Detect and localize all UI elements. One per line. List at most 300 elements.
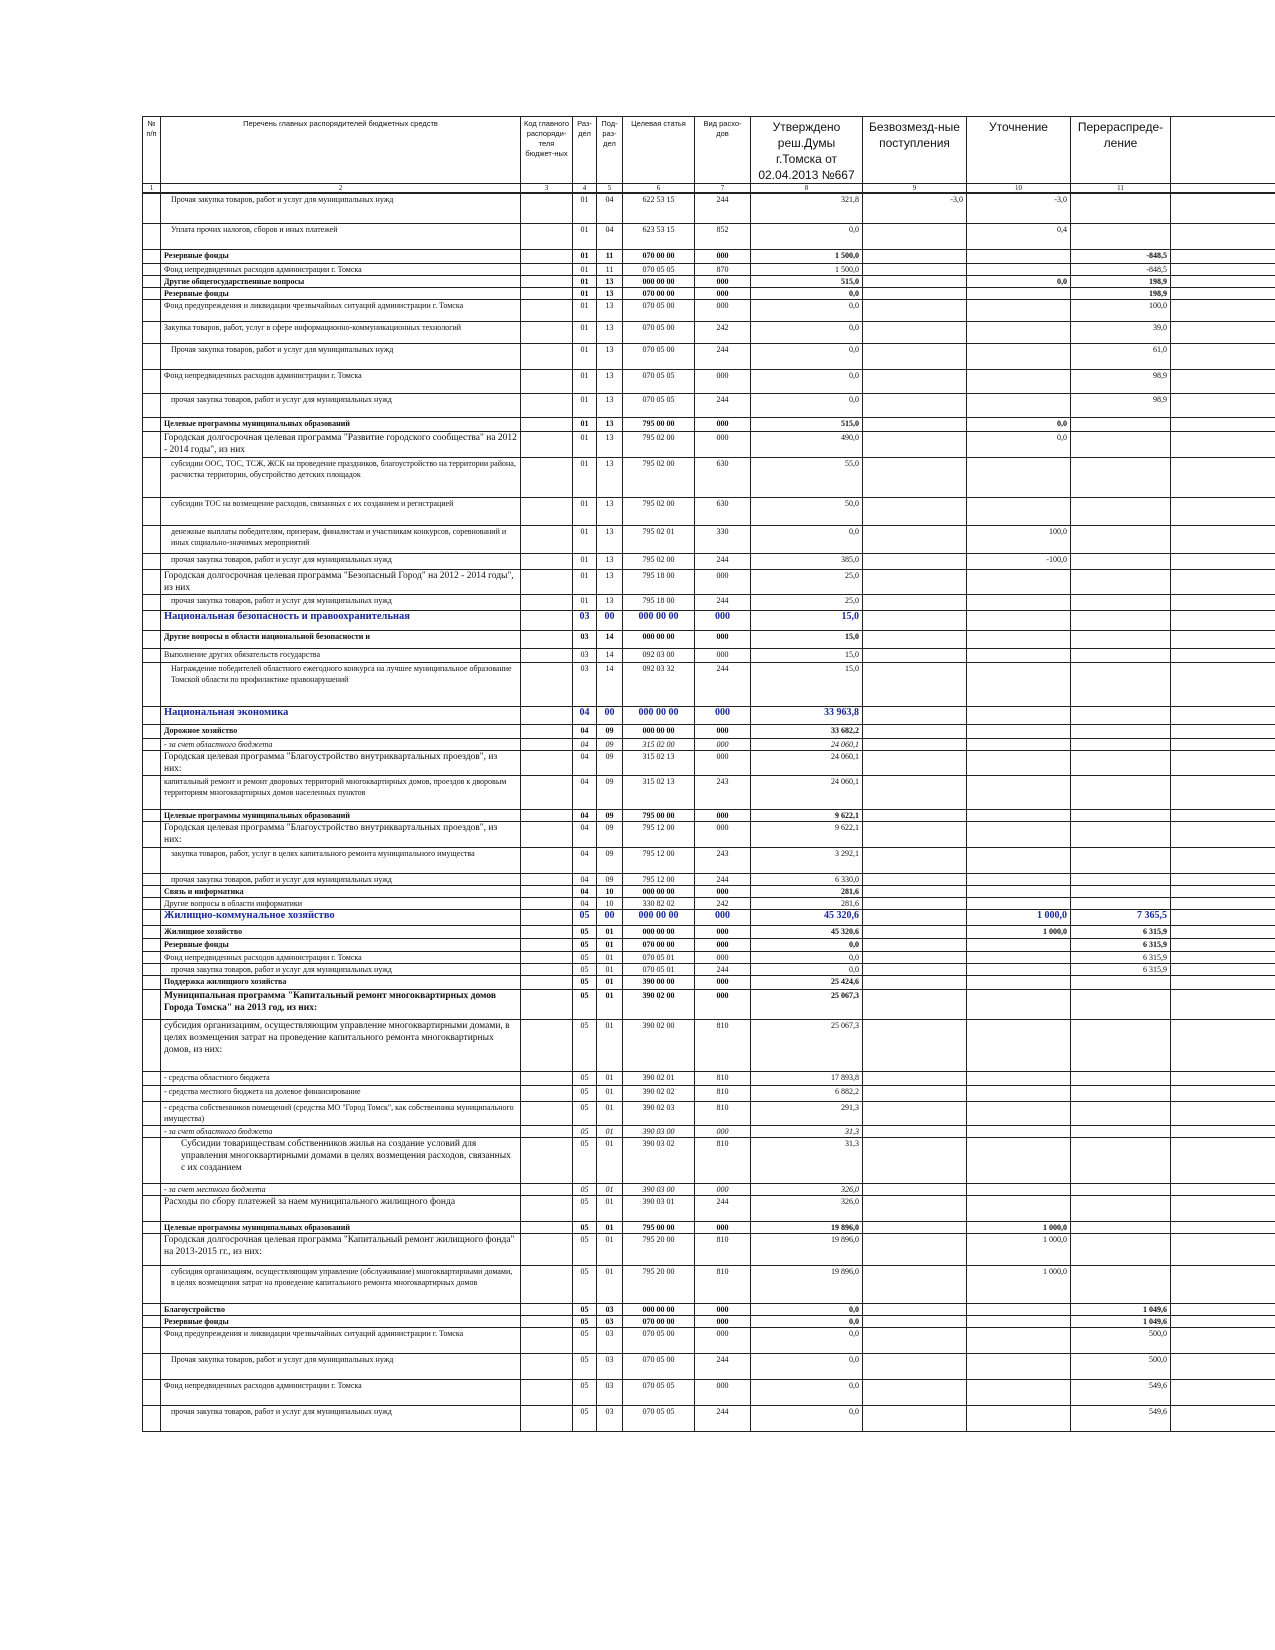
- row-razdel-cell: 05: [573, 951, 597, 963]
- table-row: [143, 321, 1275, 343]
- row-name-cell: Закупка товаров, работ, услуг в сфере информационно-коммуникационных технологий: [161, 321, 521, 343]
- row-utochnenie-cell: [967, 750, 1071, 775]
- row-extra-cell: [1171, 417, 1275, 431]
- row-podrazdel-cell: 09: [597, 847, 623, 873]
- row-utochnenie-cell: [967, 497, 1071, 525]
- row-vid-rashodov-cell: 244: [695, 1405, 751, 1431]
- row-bezvozmezdnye-cell: [863, 343, 967, 369]
- row-podrazdel-cell: 13: [597, 343, 623, 369]
- row-podrazdel-cell: 13: [597, 431, 623, 457]
- row-kod-cell: [521, 963, 573, 975]
- row-utochnenie-cell: [967, 263, 1071, 275]
- row-pereraspredelenie-cell: [1071, 525, 1171, 553]
- row-bezvozmezdnye-cell: [863, 706, 967, 724]
- row-utochnenie-cell: [967, 938, 1071, 951]
- row-celevaya-statya-cell: 622 53 15: [623, 193, 695, 223]
- row-pereraspredelenie-cell: [1071, 1125, 1171, 1137]
- row-extra-cell: [1171, 738, 1275, 750]
- row-name-cell: Фонд непредвиденных расходов администрации г. Томска: [161, 263, 521, 275]
- row-celevaya-statya-cell: 330 82 02: [623, 897, 695, 909]
- row-utverzhdeno-cell: 33 963,8: [751, 706, 863, 724]
- row-utochnenie-cell: [967, 287, 1071, 299]
- row-podrazdel-cell: 01: [597, 963, 623, 975]
- row-num-cell: [143, 873, 161, 885]
- header-num: № п/п: [143, 117, 161, 184]
- row-razdel-cell: 05: [573, 1101, 597, 1125]
- table-row: [143, 287, 1275, 299]
- row-utochnenie-cell: [967, 706, 1071, 724]
- row-celevaya-statya-cell: 390 02 00: [623, 989, 695, 1019]
- table-row: [143, 1221, 1275, 1233]
- row-num-cell: [143, 989, 161, 1019]
- row-razdel-cell: 01: [573, 594, 597, 610]
- row-num-cell: [143, 951, 161, 963]
- row-utochnenie-cell: 1 000,0: [967, 1221, 1071, 1233]
- row-razdel-cell: 05: [573, 1085, 597, 1101]
- row-utochnenie-cell: [967, 775, 1071, 809]
- row-kod-cell: [521, 431, 573, 457]
- row-bezvozmezdnye-cell: [863, 393, 967, 417]
- row-razdel-cell: 05: [573, 1327, 597, 1353]
- row-vid-rashodov-cell: 244: [695, 553, 751, 569]
- row-vid-rashodov-cell: 000: [695, 706, 751, 724]
- row-name-cell: прочая закупка товаров, работ и услуг для муниципальных нужд: [161, 393, 521, 417]
- row-razdel-cell: 04: [573, 775, 597, 809]
- row-extra-cell: [1171, 1085, 1275, 1101]
- row-num-cell: [143, 963, 161, 975]
- row-num-cell: [143, 1405, 161, 1431]
- row-celevaya-statya-cell: 795 02 00: [623, 497, 695, 525]
- row-celevaya-statya-cell: 795 02 00: [623, 553, 695, 569]
- row-utochnenie-cell: 0,0: [967, 417, 1071, 431]
- row-num-cell: [143, 249, 161, 263]
- row-razdel-cell: 04: [573, 809, 597, 821]
- row-kod-cell: [521, 1379, 573, 1405]
- row-pereraspredelenie-cell: [1071, 1085, 1171, 1101]
- row-utverzhdeno-cell: 15,0: [751, 648, 863, 662]
- row-utverzhdeno-cell: 9 622,1: [751, 821, 863, 847]
- row-num-cell: [143, 975, 161, 989]
- budget-rows: [143, 193, 1275, 1431]
- row-bezvozmezdnye-cell: [863, 963, 967, 975]
- row-bezvozmezdnye-cell: [863, 821, 967, 847]
- row-extra-cell: [1171, 938, 1275, 951]
- row-utverzhdeno-cell: 25 424,6: [751, 975, 863, 989]
- table-row: [143, 299, 1275, 321]
- row-bezvozmezdnye-cell: [863, 724, 967, 738]
- row-podrazdel-cell: 13: [597, 457, 623, 497]
- row-vid-rashodov-cell: 000: [695, 1315, 751, 1327]
- row-num-cell: [143, 1353, 161, 1379]
- colnum: 11: [1071, 184, 1171, 194]
- row-podrazdel-cell: 01: [597, 925, 623, 938]
- row-vid-rashodov-cell: 000: [695, 1221, 751, 1233]
- row-bezvozmezdnye-cell: [863, 1233, 967, 1265]
- row-kod-cell: [521, 299, 573, 321]
- table-row: [143, 738, 1275, 750]
- row-bezvozmezdnye-cell: [863, 775, 967, 809]
- row-num-cell: [143, 553, 161, 569]
- row-vid-rashodov-cell: 244: [695, 1353, 751, 1379]
- row-num-cell: [143, 706, 161, 724]
- row-vid-rashodov-cell: 810: [695, 1085, 751, 1101]
- row-pereraspredelenie-cell: 6 315,9: [1071, 951, 1171, 963]
- row-podrazdel-cell: 01: [597, 1233, 623, 1265]
- row-razdel-cell: 01: [573, 263, 597, 275]
- row-vid-rashodov-cell: 244: [695, 1195, 751, 1221]
- row-podrazdel-cell: 13: [597, 417, 623, 431]
- row-pereraspredelenie-cell: 6 315,9: [1071, 925, 1171, 938]
- row-name-cell: Фонд непредвиденных расходов администрации г. Томска: [161, 951, 521, 963]
- row-celevaya-statya-cell: 390 02 02: [623, 1085, 695, 1101]
- row-podrazdel-cell: 03: [597, 1303, 623, 1315]
- row-extra-cell: [1171, 553, 1275, 569]
- row-num-cell: [143, 497, 161, 525]
- colnum: 2: [161, 184, 521, 194]
- row-vid-rashodov-cell: 000: [695, 724, 751, 738]
- row-bezvozmezdnye-cell: [863, 431, 967, 457]
- row-kod-cell: [521, 569, 573, 594]
- row-bezvozmezdnye-cell: [863, 662, 967, 706]
- table-row: [143, 1315, 1275, 1327]
- row-bezvozmezdnye-cell: [863, 1265, 967, 1303]
- row-utverzhdeno-cell: 326,0: [751, 1183, 863, 1195]
- row-extra-cell: [1171, 1353, 1275, 1379]
- row-podrazdel-cell: 09: [597, 775, 623, 809]
- row-utochnenie-cell: 0,0: [967, 275, 1071, 287]
- row-num-cell: [143, 393, 161, 417]
- row-podrazdel-cell: 13: [597, 497, 623, 525]
- row-num-cell: [143, 809, 161, 821]
- row-celevaya-statya-cell: 623 53 15: [623, 223, 695, 249]
- row-utochnenie-cell: [967, 1379, 1071, 1405]
- row-bezvozmezdnye-cell: [863, 299, 967, 321]
- row-bezvozmezdnye-cell: [863, 1221, 967, 1233]
- row-name-cell: - за счет местного бюджета: [161, 1183, 521, 1195]
- row-vid-rashodov-cell: 243: [695, 847, 751, 873]
- row-utverzhdeno-cell: 281,6: [751, 885, 863, 897]
- row-pereraspredelenie-cell: [1071, 417, 1171, 431]
- row-podrazdel-cell: 01: [597, 1195, 623, 1221]
- row-extra-cell: [1171, 724, 1275, 738]
- row-pereraspredelenie-cell: [1071, 738, 1171, 750]
- row-bezvozmezdnye-cell: [863, 417, 967, 431]
- row-utverzhdeno-cell: 0,0: [751, 321, 863, 343]
- row-utochnenie-cell: [967, 369, 1071, 393]
- colnum: 6: [623, 184, 695, 194]
- row-razdel-cell: 05: [573, 989, 597, 1019]
- row-vid-rashodov-cell: 852: [695, 223, 751, 249]
- row-num-cell: [143, 1071, 161, 1085]
- row-utverzhdeno-cell: 0,0: [751, 1315, 863, 1327]
- table-row: [143, 1195, 1275, 1221]
- row-pereraspredelenie-cell: 1 049,6: [1071, 1315, 1171, 1327]
- header-utverzhdeno: Утверждено реш.Думы г.Томска от 02.04.2013 №667: [751, 117, 863, 184]
- row-pereraspredelenie-cell: -848,5: [1071, 263, 1171, 275]
- row-extra-cell: [1171, 630, 1275, 648]
- budget-table: [142, 116, 1275, 1432]
- row-pereraspredelenie-cell: [1071, 1071, 1171, 1085]
- row-vid-rashodov-cell: 000: [695, 275, 751, 287]
- row-pereraspredelenie-cell: [1071, 706, 1171, 724]
- row-name-cell: прочая закупка товаров, работ и услуг для муниципальных нужд: [161, 873, 521, 885]
- row-podrazdel-cell: 01: [597, 975, 623, 989]
- row-num-cell: [143, 1125, 161, 1137]
- row-podrazdel-cell: 09: [597, 821, 623, 847]
- row-podrazdel-cell: 01: [597, 1101, 623, 1125]
- row-celevaya-statya-cell: 795 00 00: [623, 1221, 695, 1233]
- row-pereraspredelenie-cell: [1071, 1101, 1171, 1125]
- row-utochnenie-cell: -3,0: [967, 193, 1071, 223]
- row-utochnenie-cell: 0,0: [967, 431, 1071, 457]
- colnum: 10: [967, 184, 1071, 194]
- row-pereraspredelenie-cell: 6 315,9: [1071, 938, 1171, 951]
- row-pereraspredelenie-cell: [1071, 594, 1171, 610]
- row-vid-rashodov-cell: 244: [695, 594, 751, 610]
- row-podrazdel-cell: 09: [597, 809, 623, 821]
- table-row: [143, 963, 1275, 975]
- row-celevaya-statya-cell: 795 18 00: [623, 594, 695, 610]
- row-razdel-cell: 05: [573, 1221, 597, 1233]
- row-celevaya-statya-cell: 000 00 00: [623, 610, 695, 630]
- row-extra-cell: [1171, 343, 1275, 369]
- row-utverzhdeno-cell: 0,0: [751, 1405, 863, 1431]
- row-bezvozmezdnye-cell: [863, 594, 967, 610]
- row-extra-cell: [1171, 569, 1275, 594]
- row-name-cell: - средства местного бюджета на долевое финансирование: [161, 1085, 521, 1101]
- table-row: [143, 938, 1275, 951]
- row-celevaya-statya-cell: 795 00 00: [623, 417, 695, 431]
- row-extra-cell: [1171, 1101, 1275, 1125]
- row-razdel-cell: 05: [573, 1233, 597, 1265]
- row-podrazdel-cell: 13: [597, 393, 623, 417]
- row-razdel-cell: 01: [573, 431, 597, 457]
- row-bezvozmezdnye-cell: [863, 1303, 967, 1315]
- row-razdel-cell: 01: [573, 249, 597, 263]
- row-vid-rashodov-cell: 870: [695, 263, 751, 275]
- row-name-cell: Жилищное хозяйство: [161, 925, 521, 938]
- row-vid-rashodov-cell: 000: [695, 1379, 751, 1405]
- row-pereraspredelenie-cell: [1071, 775, 1171, 809]
- row-extra-cell: [1171, 275, 1275, 287]
- table-row: [143, 457, 1275, 497]
- row-pereraspredelenie-cell: [1071, 809, 1171, 821]
- row-kod-cell: [521, 809, 573, 821]
- row-num-cell: [143, 885, 161, 897]
- row-pereraspredelenie-cell: 500,0: [1071, 1327, 1171, 1353]
- row-kod-cell: [521, 343, 573, 369]
- row-kod-cell: [521, 1353, 573, 1379]
- row-kod-cell: [521, 648, 573, 662]
- table-row: [143, 369, 1275, 393]
- row-kod-cell: [521, 909, 573, 925]
- table-row: [143, 662, 1275, 706]
- row-razdel-cell: 05: [573, 1379, 597, 1405]
- row-bezvozmezdnye-cell: [863, 750, 967, 775]
- row-utverzhdeno-cell: 45 320,6: [751, 909, 863, 925]
- row-razdel-cell: 01: [573, 299, 597, 321]
- table-row: [143, 630, 1275, 648]
- table-row: [143, 821, 1275, 847]
- table-row: [143, 1353, 1275, 1379]
- row-kod-cell: [521, 1071, 573, 1085]
- colnum: 1: [143, 184, 161, 194]
- row-celevaya-statya-cell: 795 02 00: [623, 431, 695, 457]
- row-razdel-cell: 05: [573, 1315, 597, 1327]
- row-utochnenie-cell: [967, 648, 1071, 662]
- row-vid-rashodov-cell: 000: [695, 1327, 751, 1353]
- row-bezvozmezdnye-cell: [863, 885, 967, 897]
- row-utochnenie-cell: -100,0: [967, 553, 1071, 569]
- row-name-cell: Целевые программы муниципальных образований: [161, 1221, 521, 1233]
- colnum: 9: [863, 184, 967, 194]
- row-bezvozmezdnye-cell: [863, 1353, 967, 1379]
- row-podrazdel-cell: 10: [597, 885, 623, 897]
- row-pereraspredelenie-cell: [1071, 1265, 1171, 1303]
- row-vid-rashodov-cell: 242: [695, 897, 751, 909]
- row-pereraspredelenie-cell: 549,6: [1071, 1379, 1171, 1405]
- row-kod-cell: [521, 393, 573, 417]
- row-extra-cell: [1171, 897, 1275, 909]
- row-vid-rashodov-cell: 000: [695, 885, 751, 897]
- row-pereraspredelenie-cell: [1071, 1137, 1171, 1183]
- row-pereraspredelenie-cell: [1071, 1195, 1171, 1221]
- row-vid-rashodov-cell: 810: [695, 1019, 751, 1071]
- row-pereraspredelenie-cell: 6 315,9: [1071, 963, 1171, 975]
- row-utverzhdeno-cell: 6 882,2: [751, 1085, 863, 1101]
- row-extra-cell: [1171, 1019, 1275, 1071]
- row-podrazdel-cell: 09: [597, 738, 623, 750]
- row-kod-cell: [521, 1183, 573, 1195]
- row-utverzhdeno-cell: 281,6: [751, 897, 863, 909]
- row-name-cell: Целевые программы муниципальных образований: [161, 809, 521, 821]
- row-podrazdel-cell: 01: [597, 1085, 623, 1101]
- row-vid-rashodov-cell: 244: [695, 963, 751, 975]
- row-razdel-cell: 01: [573, 569, 597, 594]
- row-utochnenie-cell: [967, 1137, 1071, 1183]
- row-razdel-cell: 04: [573, 724, 597, 738]
- row-pereraspredelenie-cell: -848,5: [1071, 249, 1171, 263]
- row-utverzhdeno-cell: 0,0: [751, 223, 863, 249]
- row-utverzhdeno-cell: 0,0: [751, 1327, 863, 1353]
- row-name-cell: Выполнение других обязательств государства: [161, 648, 521, 662]
- row-num-cell: [143, 847, 161, 873]
- row-bezvozmezdnye-cell: [863, 847, 967, 873]
- row-num-cell: [143, 648, 161, 662]
- row-vid-rashodov-cell: 810: [695, 1137, 751, 1183]
- row-num-cell: [143, 821, 161, 847]
- row-celevaya-statya-cell: 795 12 00: [623, 847, 695, 873]
- table-row: [143, 1125, 1275, 1137]
- row-celevaya-statya-cell: 070 00 00: [623, 249, 695, 263]
- row-pereraspredelenie-cell: [1071, 662, 1171, 706]
- row-kod-cell: [521, 369, 573, 393]
- row-utverzhdeno-cell: 321,8: [751, 193, 863, 223]
- row-name-cell: Национальная экономика: [161, 706, 521, 724]
- row-podrazdel-cell: 13: [597, 275, 623, 287]
- row-kod-cell: [521, 989, 573, 1019]
- row-name-cell: Фонд непредвиденных расходов администрации г. Томска: [161, 369, 521, 393]
- colnum: 3: [521, 184, 573, 194]
- table-row: [143, 1303, 1275, 1315]
- row-name-cell: прочая закупка товаров, работ и услуг для муниципальных нужд: [161, 963, 521, 975]
- budget-table-sheet: [142, 116, 1275, 1432]
- row-pereraspredelenie-cell: [1071, 569, 1171, 594]
- row-podrazdel-cell: 13: [597, 299, 623, 321]
- row-kod-cell: [521, 662, 573, 706]
- row-podrazdel-cell: 11: [597, 249, 623, 263]
- row-vid-rashodov-cell: 330: [695, 525, 751, 553]
- row-utochnenie-cell: 1 000,0: [967, 1265, 1071, 1303]
- row-utochnenie-cell: [967, 847, 1071, 873]
- row-utverzhdeno-cell: 0,0: [751, 938, 863, 951]
- table-row: [143, 263, 1275, 275]
- row-utverzhdeno-cell: 25,0: [751, 569, 863, 594]
- row-bezvozmezdnye-cell: [863, 263, 967, 275]
- row-vid-rashodov-cell: 000: [695, 630, 751, 648]
- row-razdel-cell: 01: [573, 223, 597, 249]
- row-podrazdel-cell: 03: [597, 1327, 623, 1353]
- row-pereraspredelenie-cell: [1071, 989, 1171, 1019]
- row-bezvozmezdnye-cell: [863, 738, 967, 750]
- row-kod-cell: [521, 1315, 573, 1327]
- row-utochnenie-cell: [967, 809, 1071, 821]
- row-num-cell: [143, 569, 161, 594]
- row-pereraspredelenie-cell: 1 049,6: [1071, 1303, 1171, 1315]
- row-name-cell: Расходы по сбору платежей за наем муниципального жилищного фонда: [161, 1195, 521, 1221]
- row-extra-cell: [1171, 393, 1275, 417]
- row-celevaya-statya-cell: 390 03 02: [623, 1137, 695, 1183]
- row-utverzhdeno-cell: 0,0: [751, 299, 863, 321]
- row-utverzhdeno-cell: 15,0: [751, 610, 863, 630]
- row-pereraspredelenie-cell: [1071, 497, 1171, 525]
- row-utverzhdeno-cell: 291,3: [751, 1101, 863, 1125]
- table-row: [143, 1137, 1275, 1183]
- table-row: [143, 1327, 1275, 1353]
- row-celevaya-statya-cell: 390 03 00: [623, 1183, 695, 1195]
- table-row: [143, 909, 1275, 925]
- row-name-cell: Городская долгосрочная целевая программа "Безопасный Город" на 2012 - 2014 годы", из них: [161, 569, 521, 594]
- row-vid-rashodov-cell: 000: [695, 610, 751, 630]
- row-name-cell: Другие вопросы в области информатики: [161, 897, 521, 909]
- table-row: [143, 750, 1275, 775]
- row-pereraspredelenie-cell: 500,0: [1071, 1353, 1171, 1379]
- row-kod-cell: [521, 275, 573, 287]
- row-podrazdel-cell: 09: [597, 750, 623, 775]
- table-row: [143, 525, 1275, 553]
- row-name-cell: Национальная безопасность и правоохранительная: [161, 610, 521, 630]
- row-razdel-cell: 05: [573, 925, 597, 938]
- row-utverzhdeno-cell: 50,0: [751, 497, 863, 525]
- row-vid-rashodov-cell: 000: [695, 925, 751, 938]
- row-num-cell: [143, 1137, 161, 1183]
- row-podrazdel-cell: 14: [597, 648, 623, 662]
- table-row: [143, 975, 1275, 989]
- row-kod-cell: [521, 821, 573, 847]
- row-extra-cell: [1171, 223, 1275, 249]
- row-name-cell: - средства областного бюджета: [161, 1071, 521, 1085]
- row-kod-cell: [521, 1405, 573, 1431]
- row-kod-cell: [521, 706, 573, 724]
- row-kod-cell: [521, 1233, 573, 1265]
- colnum: 4: [573, 184, 597, 194]
- row-razdel-cell: 01: [573, 287, 597, 299]
- row-bezvozmezdnye-cell: [863, 975, 967, 989]
- row-utochnenie-cell: [967, 989, 1071, 1019]
- row-celevaya-statya-cell: 000 00 00: [623, 1303, 695, 1315]
- row-razdel-cell: 03: [573, 610, 597, 630]
- row-utochnenie-cell: [967, 1101, 1071, 1125]
